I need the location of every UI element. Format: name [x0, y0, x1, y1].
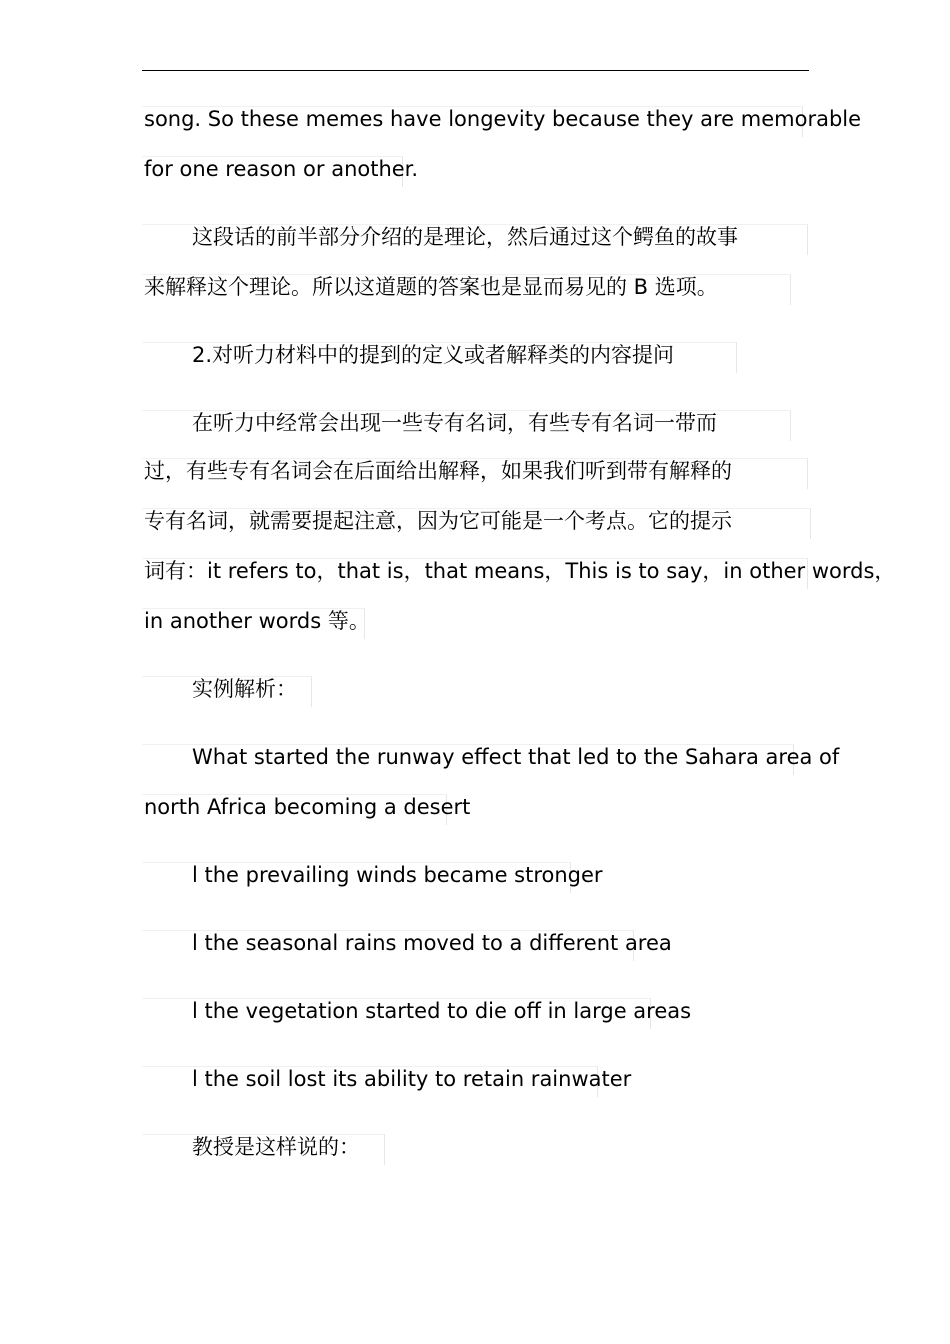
paragraph-line: 专有名词，就需要提起注意，因为它可能是一个考点。它的提示 [144, 509, 732, 533]
paragraph-line: 来解释这个理论。所以这道题的答案也是显而易见的 B 选项。 [144, 275, 718, 299]
header-rule [142, 70, 809, 71]
answer-option: l the vegetation started to die off in large areas [192, 999, 692, 1023]
example-label: 实例解析： [192, 677, 297, 701]
paragraph-line: 在听力中经常会出现一些专有名词，有些专有名词一带而 [192, 411, 717, 435]
question-line: north Africa becoming a desert [144, 795, 471, 819]
answer-option: l the seasonal rains moved to a different area [192, 931, 672, 955]
paragraph-line: for one reason or another. [144, 157, 419, 181]
section-heading: 2.对听力材料中的提到的定义或者解释类的内容提问 [192, 343, 675, 367]
paragraph-line: in another words 等。 [144, 609, 370, 633]
paragraph-line: 教授是这样说的： [192, 1135, 360, 1159]
paragraph-line: 词有：it refers to，that is，that means，This is to say，in other words， [144, 559, 896, 583]
answer-option: l the prevailing winds became stronger [192, 863, 603, 887]
paragraph-line: song. So these memes have longevity because they are memorable [144, 107, 862, 131]
paragraph-line: 过，有些专有名词会在后面给出解释，如果我们听到带有解释的 [144, 459, 732, 483]
paragraph-line: 这段话的前半部分介绍的是理论，然后通过这个鳄鱼的故事 [192, 225, 738, 249]
question-line: What started the runway effect that led to the Sahara area of [192, 745, 840, 769]
answer-option: l the soil lost its ability to retain rainwater [192, 1067, 632, 1091]
